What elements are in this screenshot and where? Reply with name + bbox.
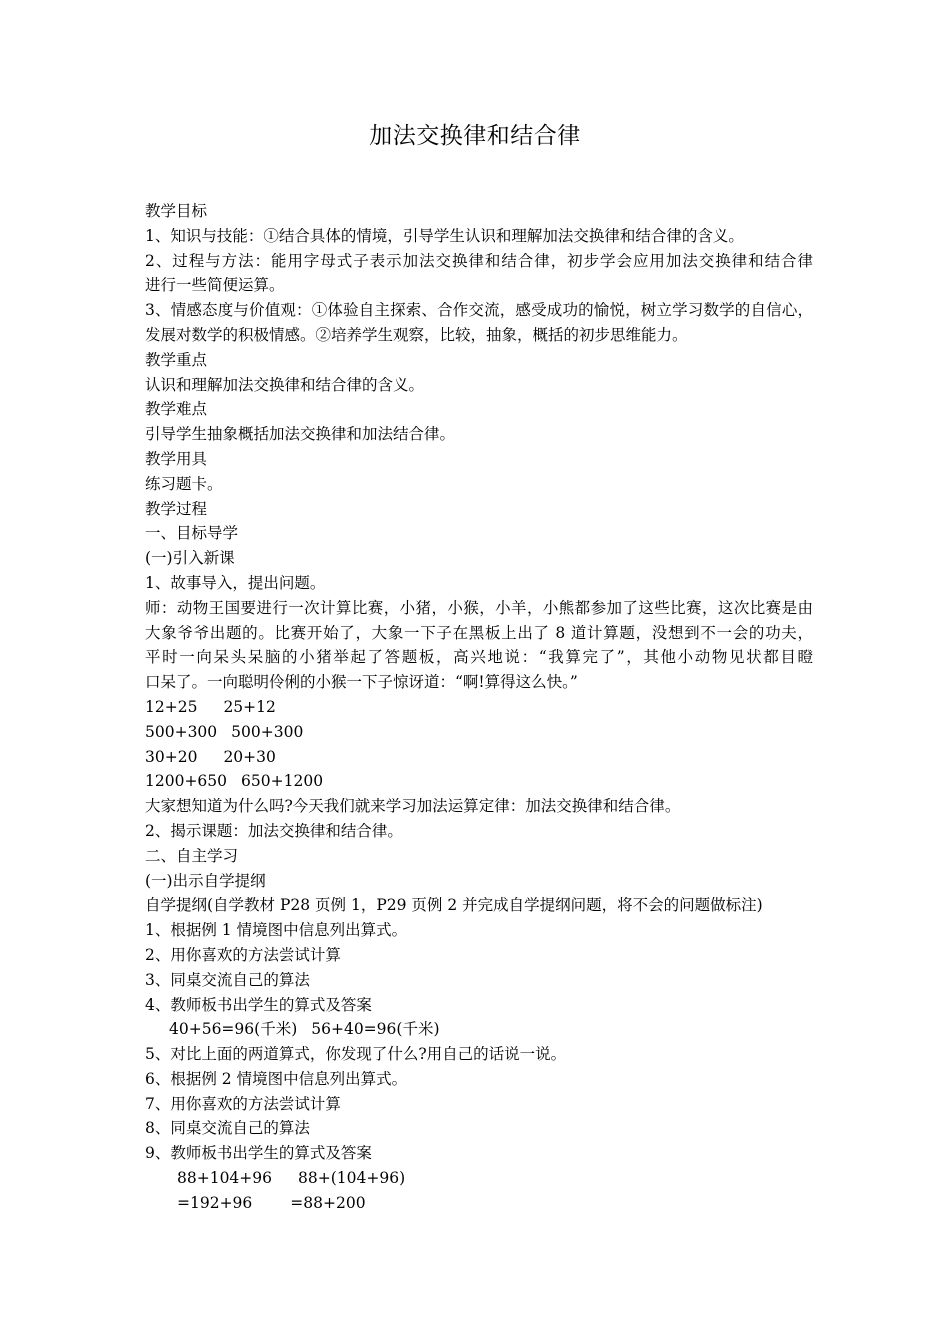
objective-3-cont: 发展对数学的积极情感。②培养学生观察，比较，抽象，概括的初步思维能力。 [145,325,688,344]
section-heading-difficulties: 教学难点 [145,400,208,419]
answer-left: 40+56=96(千米) [169,1020,298,1039]
story-line-3: 平时一向呆头呆脑的小猪举起了答题板，高兴地说：“我算完了”，其他小动物见状都目瞪 [145,648,813,667]
step-1-sub: (一)引入新课 [145,549,235,568]
expr-left: 1200+650 [145,772,228,791]
calc-left: =192+96 [177,1193,253,1212]
step-1-item-1: 1、故事导入，提出问题。 [145,573,326,592]
expr-right: 25+12 [223,697,276,716]
difficulties-text: 引导学生抽象概括加法交换律和加法结合律。 [145,425,456,444]
calc-right: =88+200 [290,1193,366,1212]
expr-left: 30+20 [145,747,198,766]
story-line-2: 大象爷爷出题的。比赛开始了，大象一下子在黑板上出了 8 道计算题，没想到不一会的功夫， [145,623,813,642]
outline-item-5: 5、对比上面的两道算式，你发现了什么?用自己的话说一说。 [145,1045,567,1064]
objective-2: 2、过程与方法：能用字母式子表示加法交换律和结合律，初步学会应用加法交换律和结合律 [145,251,813,270]
objective-1: 1、知识与技能：①结合具体的情境，引导学生认识和理解加法交换律和结合律的含义。 [145,226,744,245]
outline-item-7: 7、用你喜欢的方法尝试计算 [145,1094,341,1113]
key-points-text: 认识和理解加法交换律和结合律的含义。 [145,375,425,394]
story-line-1: 师：动物王国要进行一次计算比赛，小猪，小猴，小羊，小熊都参加了这些比赛，这次比赛是由 [145,598,813,617]
answer-right: 56+40=96(千米) [311,1020,440,1039]
step-2-heading: 二、自主学习 [145,846,239,865]
outline-item-2: 2、用你喜欢的方法尝试计算 [145,945,341,964]
outline-item-3: 3、同桌交流自己的算法 [145,970,310,989]
outline-item-8: 8、同桌交流自己的算法 [145,1119,310,1138]
objective-3: 3、情感态度与价值观：①体验自主探索、合作交流，感受成功的愉悦，树立学习数学的自信心， [145,301,813,320]
calc-row [145,1166,813,1191]
outline-item-9: 9、教师板书出学生的算式及答案 [145,1144,372,1163]
outline-item-6: 6、根据例 2 情境图中信息列出算式。 [145,1069,408,1088]
study-outline: 自学提纲(自学教材 P28 页例 1，P29 页例 2 并完成自学提纲问题，将不会的问题做标注) [145,896,763,915]
section-heading-tools: 教学用具 [145,449,208,468]
step-1-heading: 一、目标导学 [145,524,239,543]
intro-question: 大家想知道为什么吗?今天我们就来学习加法运算定律：加法交换律和结合律。 [145,797,681,816]
answer-row [145,1017,813,1042]
calc-right: 88+(104+96) [298,1169,406,1188]
step-2-sub: (一)出示自学提纲 [145,871,266,890]
objective-2-cont: 进行一些简便运算。 [145,276,285,295]
document-body [145,199,813,1216]
calc-left: 88+104+96 [177,1169,273,1188]
expr-left: 12+25 [145,697,198,716]
expr-left: 500+300 [145,722,218,741]
step-1-item-2: 2、揭示课题：加法交换律和结合律。 [145,821,403,840]
tools-text: 练习题卡。 [145,474,223,493]
expr-row [145,695,813,720]
story-line-4: 口呆了。一向聪明伶俐的小猴一下子惊讶道：“啊!算得这么快。” [145,673,578,692]
expr-row [145,769,813,794]
document-title: 加法交换律和结合律 [369,123,581,149]
expr-right: 650+1200 [241,772,324,791]
expr-right: 500+300 [231,722,304,741]
expr-row [145,720,813,745]
outline-item-4: 4、教师板书出学生的算式及答案 [145,995,372,1014]
expr-row [145,745,813,770]
section-heading-objectives: 教学目标 [145,202,208,220]
section-heading-key-points: 教学重点 [145,350,208,369]
outline-item-1: 1、根据例 1 情境图中信息列出算式。 [145,921,408,940]
expr-right: 20+30 [223,747,276,766]
section-heading-process: 教学过程 [145,499,208,518]
calc-row [145,1191,813,1216]
